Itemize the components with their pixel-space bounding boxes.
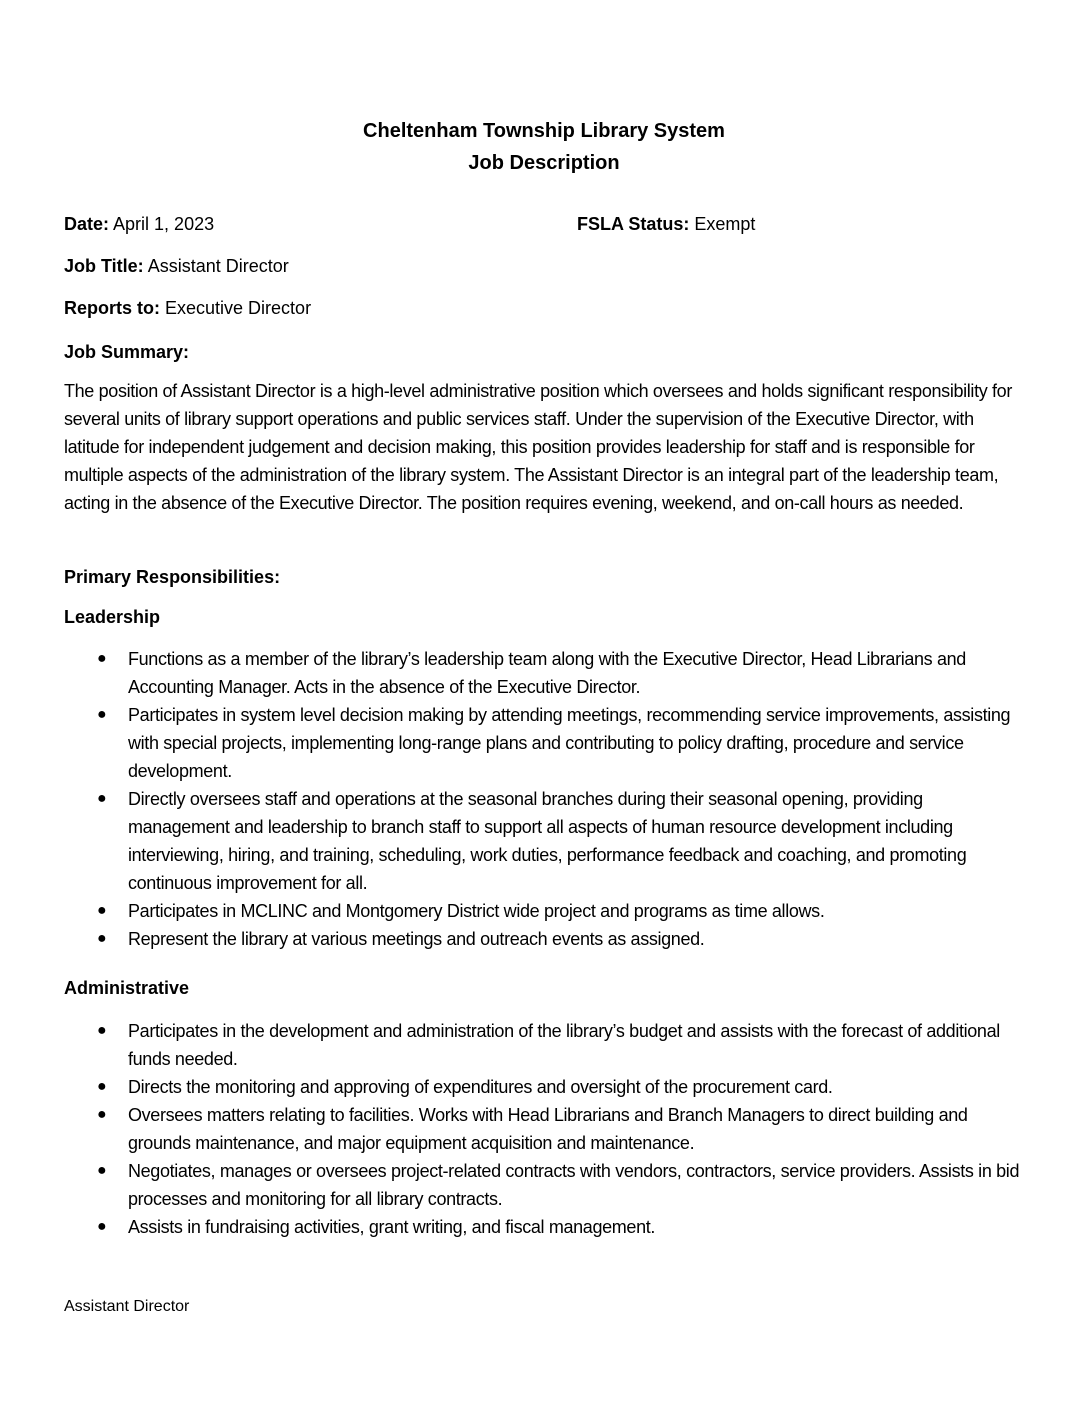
list-item: [0, 1073, 1028, 1101]
list-item-text: Oversees matters relating to facilities. Works with Head Librarians and Branch Managers to direct building and grounds maintenance, and major equipment acquisition and maintenance.: [128, 1105, 968, 1153]
list-item: [0, 1157, 1028, 1213]
administrative-heading: Administrative: [64, 978, 190, 998]
fsla-status-label: FSLA Status:: [577, 214, 690, 234]
list-item-text: Functions as a member of the library’s leadership team along with the Executive Director, Head Librarians and Accounting Manager. Acts in the absence of the Executive Director.: [128, 649, 966, 697]
list-item-text: Negotiates, manages or oversees project-related contracts with vendors, contractors, service providers. Assists in bid processes and monitoring for all library contracts.: [128, 1161, 1020, 1209]
leadership-heading: Leadership: [64, 607, 161, 627]
job-summary-heading: Job Summary:: [64, 342, 190, 362]
org-name-title: Cheltenham Township Library System: [363, 120, 725, 142]
bullet-dot-icon: ●: [97, 902, 107, 919]
bullet-dot-icon: ●: [97, 930, 107, 947]
bullet-dot-icon: ●: [97, 1162, 107, 1179]
date-field: [64, 212, 214, 236]
bullet-dot-icon: ●: [97, 1022, 107, 1039]
list-item-text: Directly oversees staff and operations at the seasonal branches during their seasonal opening, providing management and leadership to branch staff to support all aspects of human resource development including interviewing, hiring, and training, scheduling, work duties, performance feedback and coaching, and promoting continuous improvement for all.: [128, 789, 967, 893]
fsla-status-field: [577, 212, 755, 236]
bullet-dot-icon: ●: [97, 1106, 107, 1123]
bullet-dot-icon: ●: [97, 790, 107, 807]
list-item-text: Participates in the development and administration of the library’s budget and assists with the forecast of additional funds needed.: [128, 1021, 1000, 1069]
job-title-field: [64, 254, 289, 278]
doc-type-title: Job Description: [468, 152, 620, 174]
list-item: [0, 925, 1028, 953]
list-item-text: Participates in system level decision making by attending meetings, recommending service improvements, assisting with special projects, implementing long-range plans and contributing to policy drafting, procedure and service development.: [128, 705, 1011, 781]
list-item: [0, 1101, 1028, 1157]
fsla-status-value: Exempt: [694, 214, 756, 234]
administrative-list: [0, 1017, 1028, 1241]
list-item-text: Assists in fundraising activities, grant writing, and fiscal management.: [128, 1217, 656, 1237]
date-value: April 1, 2023: [113, 214, 215, 234]
list-item-text: Represent the library at various meetings and outreach events as assigned.: [128, 929, 705, 949]
date-label: Date:: [64, 214, 110, 234]
list-item: [0, 701, 1028, 785]
reports-to-label: Reports to:: [64, 298, 160, 318]
primary-responsibilities-heading: Primary Responsibilities:: [64, 567, 281, 587]
bullet-dot-icon: ●: [97, 1218, 107, 1235]
job-title-label: Job Title:: [64, 256, 144, 276]
list-item-text: Participates in MCLINC and Montgomery District wide project and programs as time allows.: [128, 901, 825, 921]
list-item: [0, 897, 1028, 925]
list-item: [0, 785, 1028, 897]
job-summary-text: The position of Assistant Director is a high-level administrative position which oversees and holds significant responsibility for several units of library support operations and public services staff. Under the supervision of the Executive Director, with latitude for independent judgement and decision making, this position provides leadership for staff and is responsible for multiple aspects of the administration of the library system. The Assistant Director is an integral part of the leadership team, acting in the absence of the Executive Director. The position requires evening, weekend, and on-call hours as needed.: [64, 381, 1012, 513]
page-footer: Assistant Director: [64, 1298, 190, 1315]
list-item-text: Directs the monitoring and approving of expenditures and oversight of the procurement card.: [128, 1077, 833, 1097]
leadership-list: [0, 645, 1028, 953]
list-item: [0, 645, 1028, 701]
job-title-value: Assistant Director: [147, 256, 289, 276]
list-item: [0, 1213, 1028, 1241]
list-item: [0, 1017, 1028, 1073]
bullet-dot-icon: ●: [97, 706, 107, 723]
reports-to-value: Executive Director: [165, 298, 312, 318]
reports-to-field: [64, 296, 311, 320]
bullet-dot-icon: ●: [97, 650, 107, 667]
bullet-dot-icon: ●: [97, 1078, 107, 1095]
